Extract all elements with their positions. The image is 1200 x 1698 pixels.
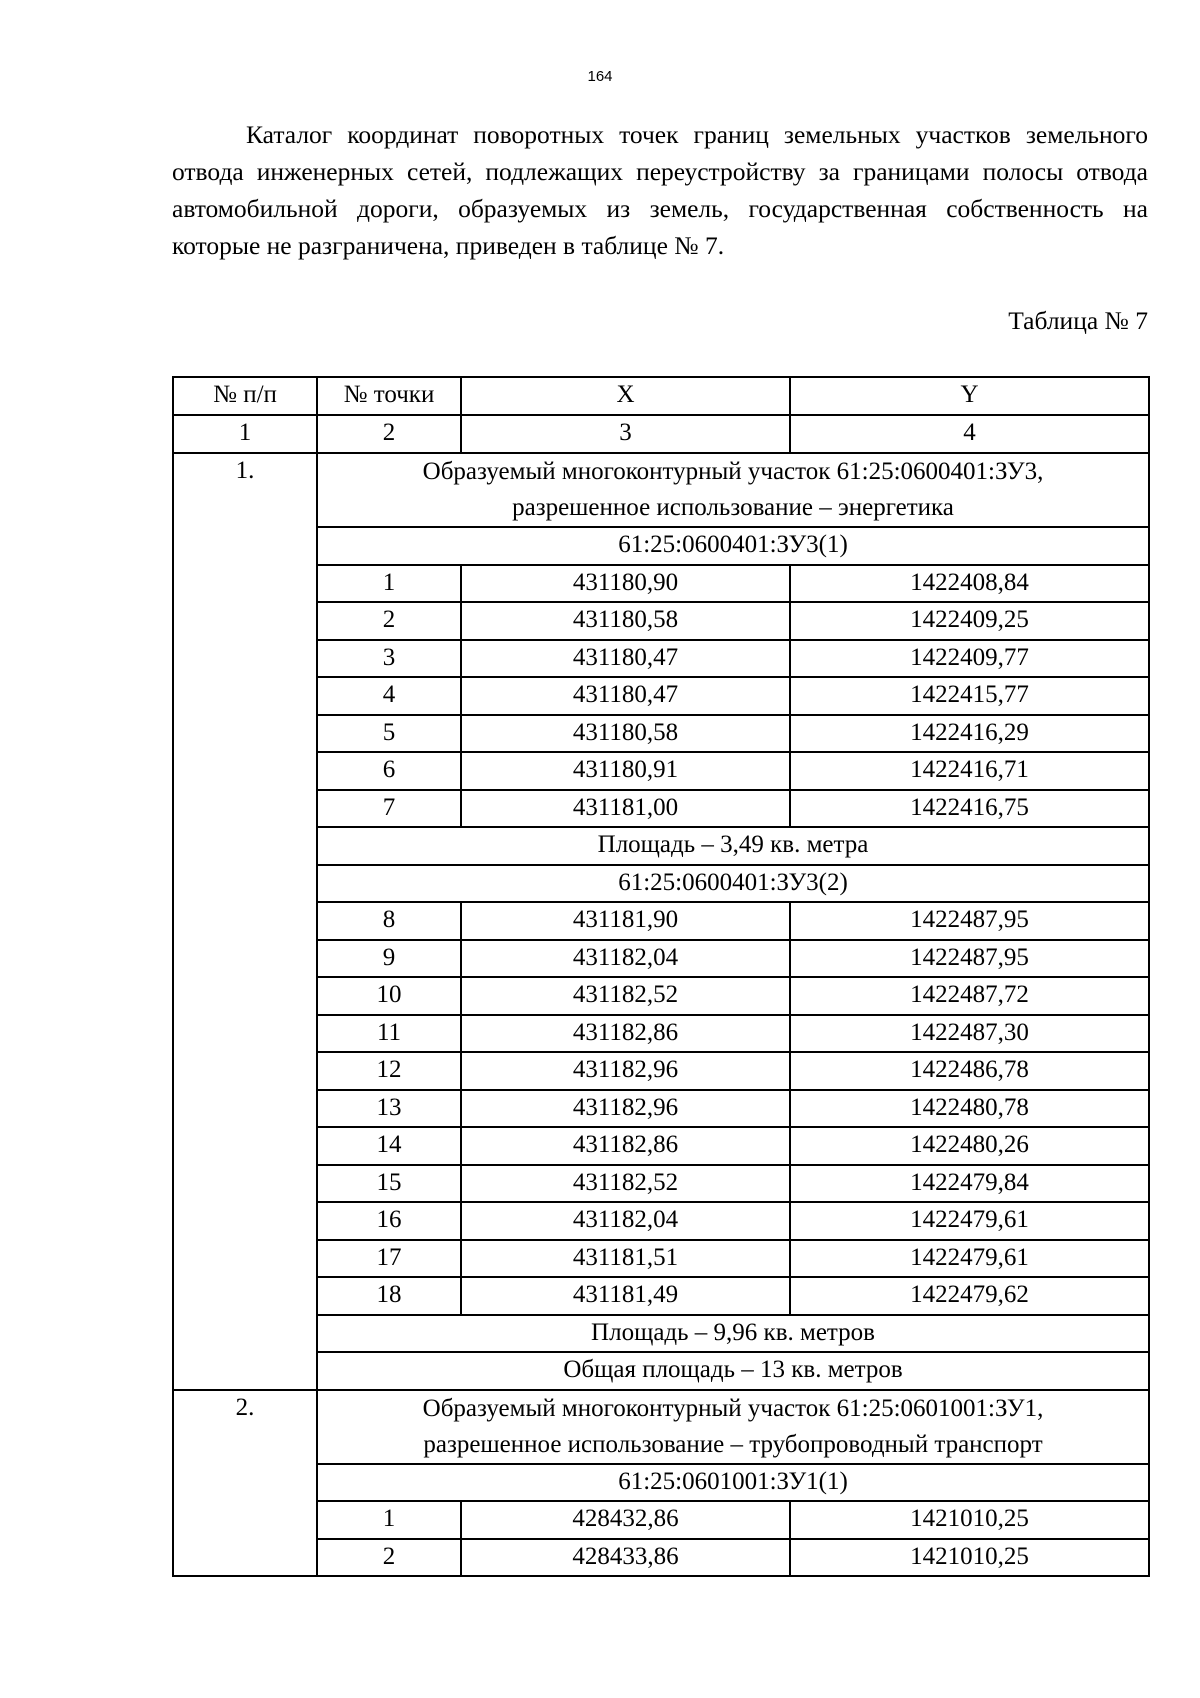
contour-label-row (173, 1464, 1149, 1502)
area-row (173, 827, 1149, 865)
table-row (173, 1277, 1149, 1315)
total-area: Общая площадь – 13 кв. метров (317, 1352, 1149, 1390)
point-number: 10 (317, 977, 461, 1015)
coordinate-y: 1422487,95 (790, 902, 1149, 940)
point-number: 8 (317, 902, 461, 940)
point-number: 18 (317, 1277, 461, 1315)
coordinate-x: 431180,91 (461, 752, 790, 790)
point-number: 4 (317, 677, 461, 715)
table-row (173, 752, 1149, 790)
table-row (173, 1127, 1149, 1165)
coordinate-x: 431180,90 (461, 565, 790, 603)
contour-label-row (173, 527, 1149, 565)
contour-label-row (173, 865, 1149, 903)
header-cell-y: Y (790, 377, 1149, 415)
point-number: 13 (317, 1090, 461, 1128)
coordinate-y: 1422480,26 (790, 1127, 1149, 1165)
coordinate-y: 1422416,71 (790, 752, 1149, 790)
table-row (173, 977, 1149, 1015)
section-title-row (173, 1390, 1149, 1464)
coordinate-x: 431180,58 (461, 602, 790, 640)
coordinates-table (172, 376, 1150, 1577)
coordinate-x: 431182,52 (461, 1165, 790, 1203)
section-number: 2. (173, 1390, 317, 1577)
column-number-row (173, 415, 1149, 453)
table-row (173, 565, 1149, 603)
point-number: 2 (317, 602, 461, 640)
section-title-line: Образуемый многоконтурный участок 61:25:0601001:ЗУ1, (422, 1394, 1044, 1422)
contour-area: Площадь – 3,49 кв. метра (317, 827, 1149, 865)
section-number: 1. (173, 453, 317, 1390)
table-row (173, 602, 1149, 640)
coordinate-y: 1422409,77 (790, 640, 1149, 678)
point-number: 14 (317, 1127, 461, 1165)
coordinate-y: 1422416,75 (790, 790, 1149, 828)
table-row (173, 640, 1149, 678)
coordinate-x: 431182,04 (461, 940, 790, 978)
table-row (173, 1015, 1149, 1053)
point-number: 3 (317, 640, 461, 678)
contour-label: 61:25:0601001:ЗУ1(1) (317, 1464, 1149, 1502)
coordinate-x: 431182,86 (461, 1015, 790, 1053)
coordinate-y: 1422487,30 (790, 1015, 1149, 1053)
coordinate-y: 1422487,72 (790, 977, 1149, 1015)
table-row (173, 1240, 1149, 1278)
point-number: 9 (317, 940, 461, 978)
column-number-cell: 1 (173, 415, 317, 453)
coordinate-x: 431181,49 (461, 1277, 790, 1315)
coordinate-y: 1422480,78 (790, 1090, 1149, 1128)
coordinate-y: 1421010,25 (790, 1501, 1149, 1539)
contour-label: 61:25:0600401:ЗУ3(1) (317, 527, 1149, 565)
coordinate-y: 1422479,62 (790, 1277, 1149, 1315)
coordinate-y: 1422416,29 (790, 715, 1149, 753)
coordinate-y: 1422408,84 (790, 565, 1149, 603)
section-title (317, 453, 1149, 527)
table-row (173, 1052, 1149, 1090)
point-number: 1 (317, 565, 461, 603)
section-title (317, 1390, 1149, 1464)
area-row (173, 1315, 1149, 1353)
coordinate-x: 428433,86 (461, 1539, 790, 1577)
coordinate-x: 431182,86 (461, 1127, 790, 1165)
coordinate-x: 431182,96 (461, 1090, 790, 1128)
coordinate-y: 1422479,61 (790, 1202, 1149, 1240)
point-number: 5 (317, 715, 461, 753)
table-row (173, 940, 1149, 978)
point-number: 15 (317, 1165, 461, 1203)
coordinate-y: 1422479,61 (790, 1240, 1149, 1278)
section-title-line: разрешенное использование – энергетика (512, 494, 954, 521)
header-cell-point: № точки (317, 377, 461, 415)
point-number: 17 (317, 1240, 461, 1278)
table-header-row (173, 377, 1149, 415)
column-number-cell: 2 (317, 415, 461, 453)
section-title-line: разрешенное использование – трубопроводный транспорт (423, 1430, 1043, 1458)
point-number: 7 (317, 790, 461, 828)
column-number-cell: 3 (461, 415, 790, 453)
column-number-cell: 4 (790, 415, 1149, 453)
contour-area: Площадь – 9,96 кв. метров (317, 1315, 1149, 1353)
coordinate-x: 431182,04 (461, 1202, 790, 1240)
table-row (173, 1090, 1149, 1128)
table-row (173, 902, 1149, 940)
point-number: 16 (317, 1202, 461, 1240)
coordinate-x: 431181,90 (461, 902, 790, 940)
coordinate-y: 1422486,78 (790, 1052, 1149, 1090)
section-title-row (173, 453, 1149, 527)
intro-paragraph: Каталог координат поворотных точек границ земельных участков земельного отвода инженерных сетей, подлежащих переустройству за границами полосы отвода автомобильной дороги, образуемых из земель, государственная собственность на которые не разграничена, приведен в таблице № 7. (172, 120, 1148, 260)
total-area-row (173, 1352, 1149, 1390)
header-cell-x: X (461, 377, 790, 415)
coordinate-x: 428432,86 (461, 1501, 790, 1539)
coordinate-x: 431182,52 (461, 977, 790, 1015)
table-row (173, 677, 1149, 715)
coordinate-y: 1422409,25 (790, 602, 1149, 640)
header-cell-number: № п/п (173, 377, 317, 415)
coordinate-y: 1422487,95 (790, 940, 1149, 978)
coordinate-x: 431180,47 (461, 677, 790, 715)
table-row (173, 1539, 1149, 1577)
table-row (173, 1202, 1149, 1240)
point-number: 6 (317, 752, 461, 790)
table-row (173, 1165, 1149, 1203)
coordinate-y: 1422479,84 (790, 1165, 1149, 1203)
section-title-line: Образуемый многоконтурный участок 61:25:0600401:ЗУ3, (422, 458, 1044, 485)
point-number: 2 (317, 1539, 461, 1577)
table-label: Таблица № 7 (1008, 306, 1148, 335)
table-row (173, 715, 1149, 753)
coordinate-x: 431180,47 (461, 640, 790, 678)
coordinate-x: 431181,51 (461, 1240, 790, 1278)
coordinate-x: 431181,00 (461, 790, 790, 828)
coordinate-x: 431182,96 (461, 1052, 790, 1090)
contour-label: 61:25:0600401:ЗУ3(2) (317, 865, 1149, 903)
table-row (173, 1501, 1149, 1539)
point-number: 11 (317, 1015, 461, 1053)
table-row (173, 790, 1149, 828)
coordinate-y: 1422415,77 (790, 677, 1149, 715)
page-number: 164 (587, 68, 613, 85)
point-number: 1 (317, 1501, 461, 1539)
point-number: 12 (317, 1052, 461, 1090)
coordinate-y: 1421010,25 (790, 1539, 1149, 1577)
coordinate-x: 431180,58 (461, 715, 790, 753)
